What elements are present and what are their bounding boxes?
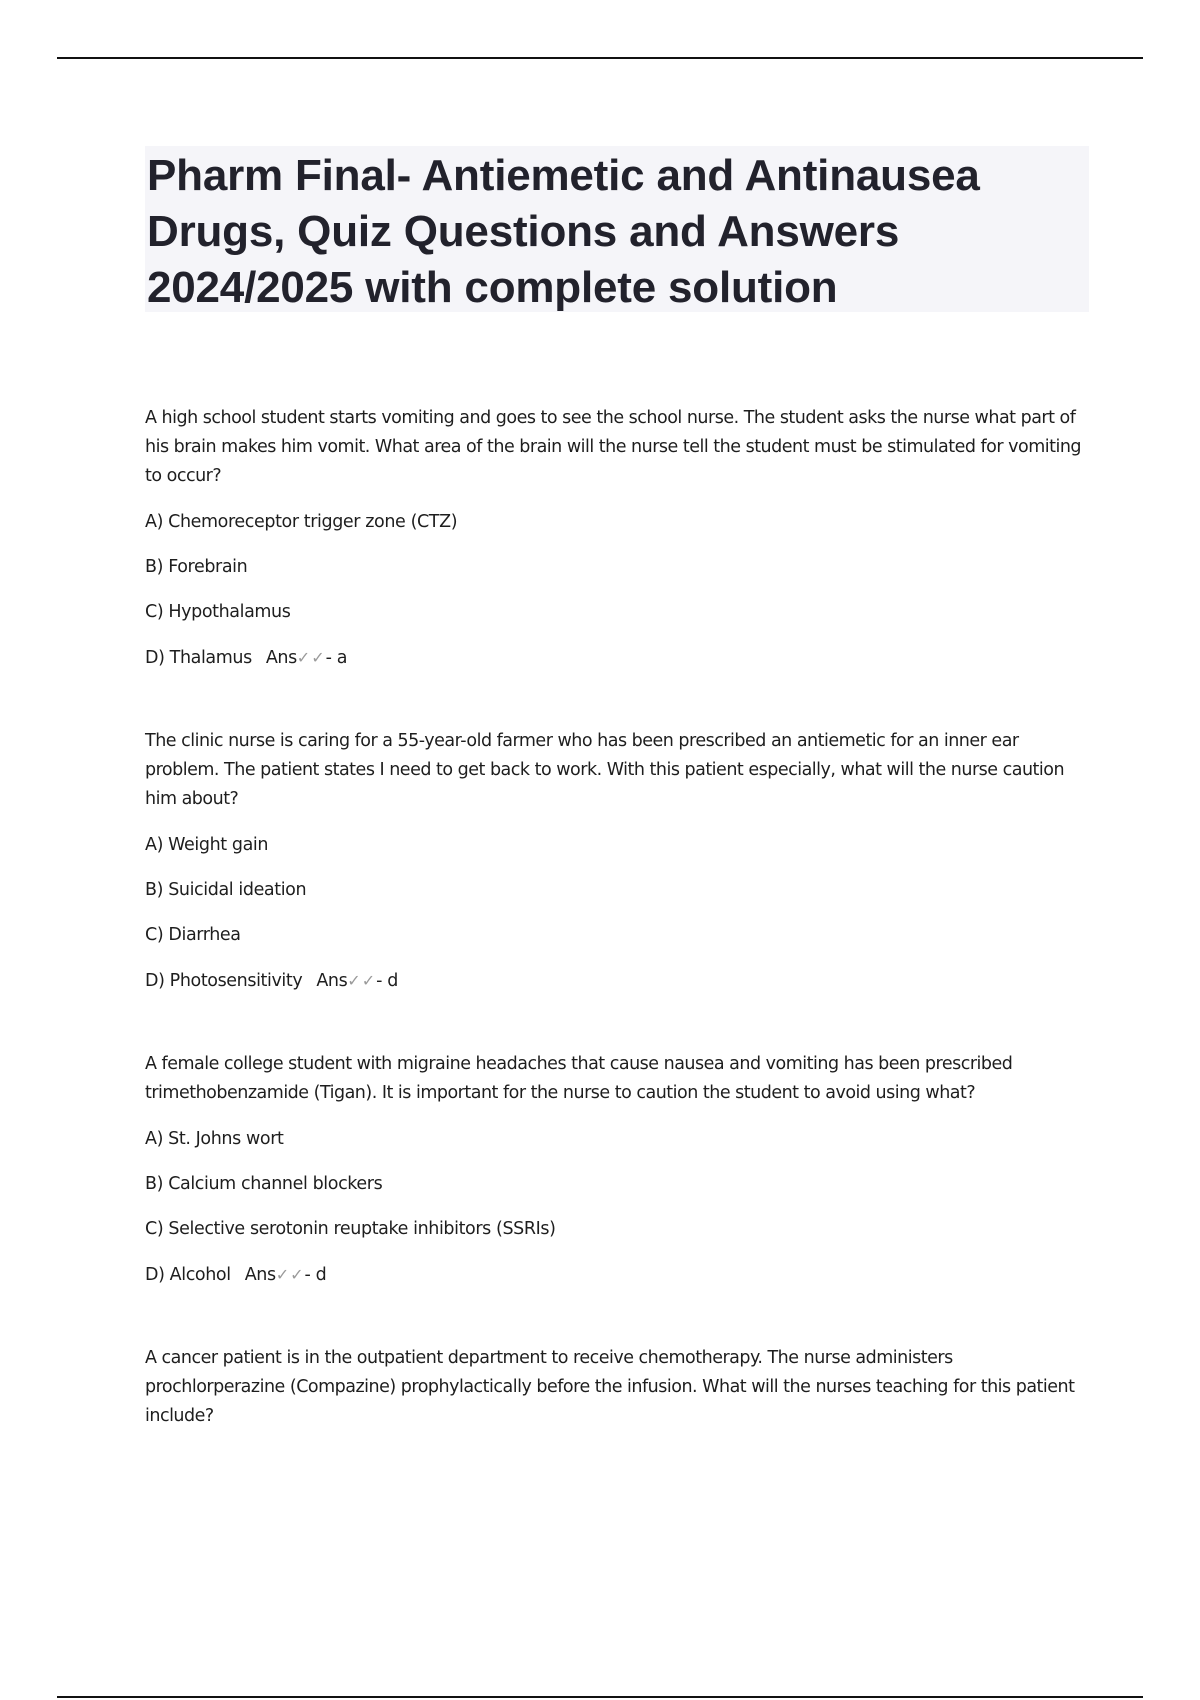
answer-option — [145, 643, 1095, 673]
answer-option — [145, 598, 1095, 627]
document-title: Pharm Final- Antiemetic and Antinausea Drugs, Quiz Questions and Answers 2024/2025 with complete solution — [147, 151, 980, 312]
option-label: A) Weight gain — [145, 835, 269, 855]
answer-option — [145, 921, 1095, 950]
answer-key — [316, 971, 398, 991]
question-block — [145, 1344, 1095, 1431]
question-list — [145, 404, 1095, 1448]
answer-separator: - — [325, 648, 337, 668]
option-label: C) Diarrhea — [145, 925, 241, 945]
answer-option — [145, 876, 1095, 905]
question-text: The clinic nurse is caring for a 55-year-old farmer who has been prescribed an antiemetic for an inner ear problem. The patient states I need to get back to work. With this patient especially, what will the nurse caution him about? — [145, 731, 1065, 809]
answer-letter: d — [387, 971, 398, 991]
question-text: A female college student with migraine headaches that cause nausea and vomiting has been prescribed trimethobenzamide (Tigan). It is important for the nurse to caution the student to avoid using what? — [145, 1054, 1013, 1103]
question-block — [145, 404, 1095, 673]
option-label: A) St. Johns wort — [145, 1129, 284, 1149]
option-label: D) Thalamus — [145, 648, 252, 668]
question-text: A cancer patient is in the outpatient department to receive chemotherapy. The nurse administers prochlorperazine (Compazine) prophylactically before the infusion. What will the nurses teaching for this patient include? — [145, 1348, 1075, 1426]
answer-option — [145, 1170, 1095, 1199]
answer-prefix: Ans — [265, 648, 297, 668]
option-label: A) Chemoreceptor trigger zone (CTZ) — [145, 512, 458, 532]
answer-prefix: Ans — [316, 971, 348, 991]
option-label: D) Photosensitivity — [145, 971, 303, 991]
footer-rule — [57, 1696, 1143, 1698]
answer-separator: - — [304, 1265, 316, 1285]
title-block — [145, 146, 1089, 312]
option-label: B) Calcium channel blockers — [145, 1174, 383, 1194]
option-label: B) Suicidal ideation — [145, 880, 307, 900]
answer-key — [266, 648, 347, 668]
header-rule — [57, 57, 1143, 59]
answer-separator: - — [376, 971, 388, 991]
check-mark-icon: ✓✓ — [347, 971, 377, 990]
answer-option — [145, 553, 1095, 582]
question-text: A high school student starts vomiting and goes to see the school nurse. The student asks the nurse what part of his brain makes him vomit. What area of the brain will the nurse tell the student must be stimulated for vomiting to occur? — [145, 408, 1082, 486]
answer-option — [145, 508, 1095, 537]
check-mark-icon: ✓✓ — [275, 1265, 305, 1284]
answer-option — [145, 1260, 1095, 1290]
option-label: B) Forebrain — [145, 557, 248, 577]
option-label: C) Selective serotonin reuptake inhibitors (SSRIs) — [145, 1219, 556, 1239]
answer-prefix: Ans — [244, 1265, 276, 1285]
answer-letter: a — [336, 648, 348, 668]
answer-letter: d — [315, 1265, 327, 1285]
option-label: D) Alcohol — [145, 1265, 231, 1285]
answer-option — [145, 831, 1095, 860]
answer-option — [145, 1125, 1095, 1154]
answer-key — [245, 1265, 327, 1285]
question-block — [145, 1050, 1095, 1290]
check-mark-icon: ✓✓ — [296, 648, 326, 667]
option-label: C) Hypothalamus — [145, 602, 291, 622]
answer-option — [145, 966, 1095, 996]
question-block — [145, 727, 1095, 996]
answer-option — [145, 1215, 1095, 1244]
